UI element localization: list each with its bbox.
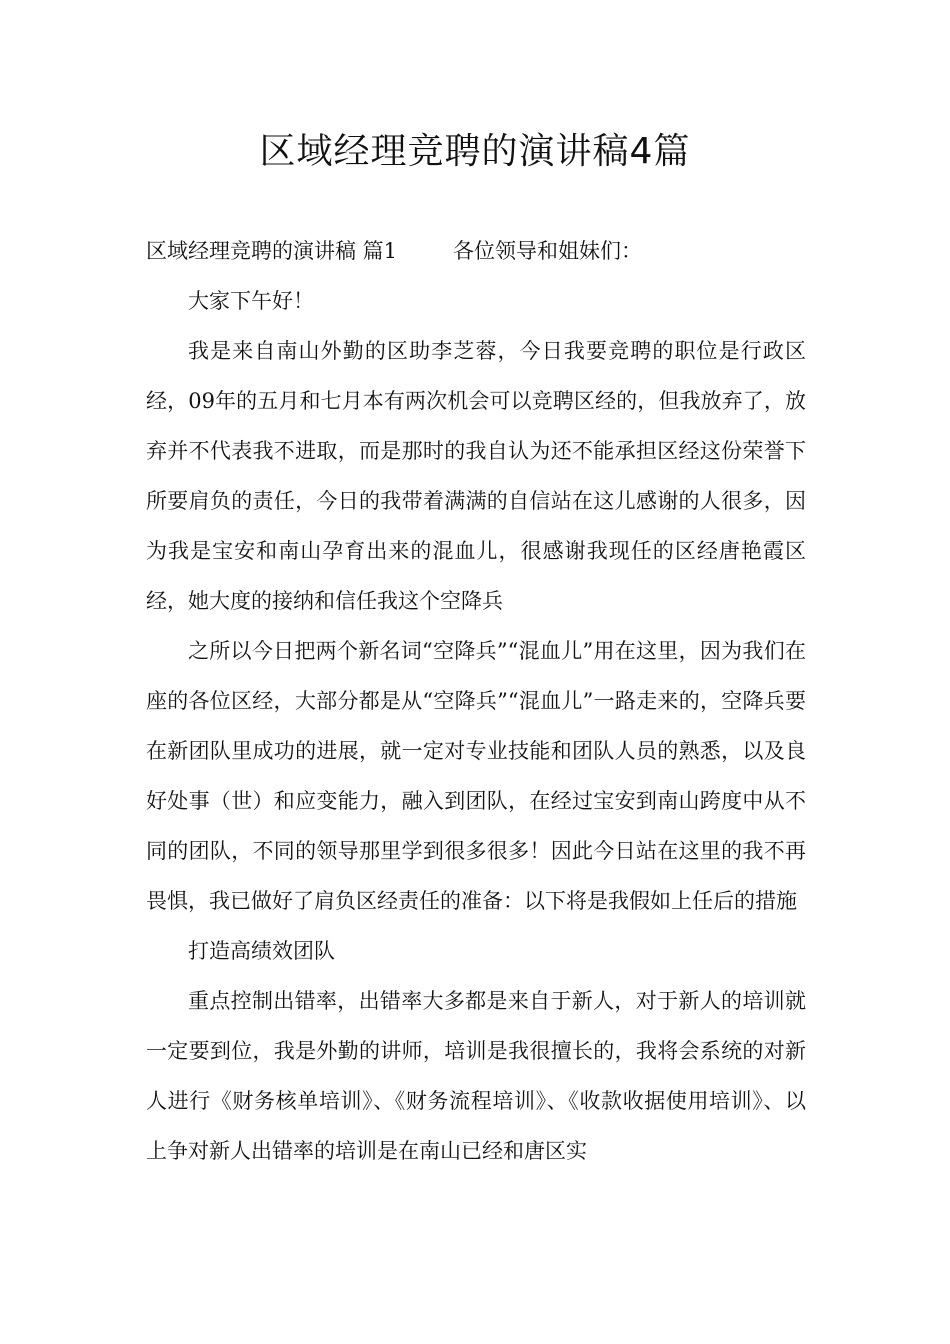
document-body (146, 226, 806, 1176)
document-title: 区域经理竞聘的演讲稿4篇 (259, 131, 691, 172)
paragraph-introduction: 我是来自南山外勤的区助李芝蓉，今日我要竞聘的职位是行政区经，09年的五月和七月本有两次机会可以竞聘区经的，但我放弃了，放弃并不代表我不进取，而是那时的我自认为还不能承担区经这份荣誉下所要肩负的责任，今日的我带着满满的自信站在这儿感谢的人很多，因为我是宝安和南山孕育出来的混血儿，很感谢我现任的区经唐艳霞区经，她大度的接纳和信任我这个空降兵 (146, 339, 806, 613)
paragraph-training: 重点控制出错率，出错率大多都是来自于新人，对于新人的培训就一定要到位，我是外勤的讲师，培训是我很擅长的，我将会系统的对新人进行《财务核单培训》、《财务流程培训》、《收款收据使用培训》、以上争对新人出错率的培训是在南山已经和唐区实 (146, 989, 806, 1163)
paragraph-new-terms: 之所以今日把两个新名词“空降兵”“混血儿”用在这里，因为我们在座的各位区经，大部分都是从“空降兵”“混血儿”一路走来的，空降兵要在新团队里成功的进展，就一定对专业技能和团队人员的熟悉，以及良好处事（世）和应变能力，融入到团队，在经过宝安到南山跨度中从不同的团队，不同的领导那里学到很多很多！因此今日站在这里的我不再畏惧，我已做好了肩负区经责任的准备：以下将是我假如上任后的措施 (146, 639, 806, 913)
paragraph-subheading: 打造高绩效团队 (188, 939, 335, 963)
salutation: 各位领导和姐妹们： (453, 239, 643, 263)
paragraph-greeting: 大家下午好！ (188, 289, 314, 313)
section-heading: 区域经理竞聘的演讲稿 篇1 (146, 239, 398, 263)
section-heading-line (146, 226, 806, 276)
